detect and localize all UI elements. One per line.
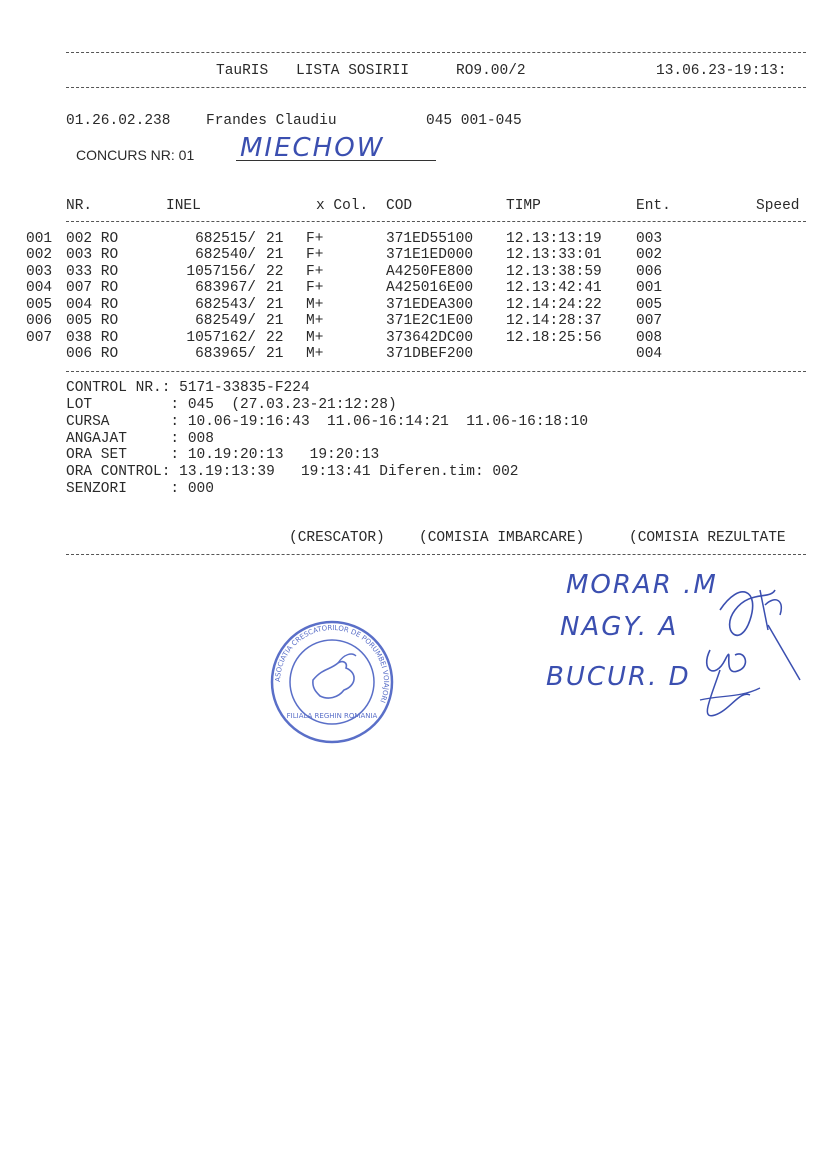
row-timp: 12.13:42:41: [506, 280, 602, 296]
row-cod: 373642DC00: [386, 330, 474, 346]
row-position: 001: [26, 231, 53, 247]
contest-place-handwritten: MIECHOW: [240, 133, 385, 163]
row-cod: A425016E00: [386, 280, 474, 296]
signature-name-morar: MORAR .M: [566, 570, 718, 600]
row-position: 006: [26, 313, 53, 329]
row-year: 21: [266, 280, 284, 296]
row-cod: 371EDEA300: [386, 297, 474, 313]
lot: LOT : 045 (27.03.23-21:12:28): [66, 397, 397, 413]
row-nr: 003 RO: [66, 247, 119, 263]
signature-label-comisia-rezultate: (COMISIA REZULTATE: [629, 530, 786, 546]
row-sex: F+: [306, 280, 324, 296]
ora-set: ORA SET : 10.19:20:13 19:20:13: [66, 447, 380, 463]
row-year: 22: [266, 330, 284, 346]
row-position: 002: [26, 247, 53, 263]
row-timp: 12.13:33:01: [506, 247, 602, 263]
row-position: 003: [26, 264, 53, 280]
row-nr: 004 RO: [66, 297, 119, 313]
row-year: 21: [266, 313, 284, 329]
col-inel-header: INEL: [166, 198, 201, 214]
row-ent: 002: [636, 247, 663, 263]
signature-name-bucur: BUCUR. D: [546, 662, 691, 692]
col-xcol-header: x Col.: [316, 198, 369, 214]
row-inel: 1057156/: [186, 264, 256, 280]
row-sex: F+: [306, 247, 324, 263]
header-bottom-rule: [66, 87, 806, 88]
participant-code: 01.26.02.238: [66, 113, 171, 129]
row-timp: 12.13:13:19: [506, 231, 602, 247]
control-nr: CONTROL NR.: 5171-33835-F224: [66, 380, 310, 396]
row-timp: 12.18:25:56: [506, 330, 602, 346]
row-timp: 12.14:24:22: [506, 297, 602, 313]
row-ent: 001: [636, 280, 663, 296]
row-nr: 007 RO: [66, 280, 119, 296]
row-year: 21: [266, 297, 284, 313]
row-cod: 371ED55100: [386, 231, 474, 247]
stamp-inner-text: FILIALA REGHIN ROMANIA: [286, 712, 378, 720]
row-ent: 008: [636, 330, 663, 346]
col-nr-header: NR.: [66, 198, 93, 214]
row-nr: 038 RO: [66, 330, 119, 346]
table-bottom-rule: [66, 371, 806, 372]
row-cod: A4250FE800: [386, 264, 474, 280]
row-sex: M+: [306, 346, 324, 362]
row-ent: 003: [636, 231, 663, 247]
version: RO9.00/2: [456, 63, 526, 79]
contest-underline: [236, 160, 436, 161]
report-title: LISTA SOSIRII: [296, 63, 410, 79]
angajat: ANGAJAT : 008: [66, 431, 214, 447]
row-ent: 006: [636, 264, 663, 280]
row-nr: 033 RO: [66, 264, 119, 280]
table-top-rule: [66, 221, 806, 222]
ora-control: ORA CONTROL: 13.19:13:39 19:13:41 Diferen.tim: 002: [66, 464, 519, 480]
row-inel: 683967/: [195, 280, 256, 296]
row-inel: 683965/: [195, 346, 256, 362]
row-sex: M+: [306, 330, 324, 346]
row-nr: 002 RO: [66, 231, 119, 247]
row-nr: 005 RO: [66, 313, 119, 329]
row-cod: 371DBEF200: [386, 346, 474, 362]
signature-name-nagy: NAGY. A: [560, 612, 679, 642]
row-nr: 006 RO: [66, 346, 119, 362]
contest-label: CONCURS NR: 01: [76, 147, 195, 163]
row-year: 21: [266, 231, 284, 247]
stamp-outer-text: ASOCIATIA CRESCATORILOR DE PORUMBEI VOIAJORI: [273, 623, 391, 704]
row-year: 22: [266, 264, 284, 280]
signature-label-crescator: (CRESCATOR): [289, 530, 385, 546]
col-ent-header: Ent.: [636, 198, 671, 214]
row-ent: 004: [636, 346, 663, 362]
row-timp: 12.13:38:59: [506, 264, 602, 280]
row-inel: 1057162/: [186, 330, 256, 346]
row-cod: 371E1ED000: [386, 247, 474, 263]
row-sex: F+: [306, 264, 324, 280]
signature-scribbles: [680, 570, 810, 730]
row-year: 21: [266, 346, 284, 362]
row-year: 21: [266, 247, 284, 263]
row-sex: M+: [306, 297, 324, 313]
row-position: 004: [26, 280, 53, 296]
row-inel: 682515/: [195, 231, 256, 247]
row-inel: 682540/: [195, 247, 256, 263]
header-top-rule: [66, 52, 806, 53]
row-sex: F+: [306, 231, 324, 247]
senzori: SENZORI : 000: [66, 481, 214, 497]
row-ent: 007: [636, 313, 663, 329]
row-sex: M+: [306, 313, 324, 329]
row-position: 007: [26, 330, 53, 346]
cursa: CURSA : 10.06-19:16:43 11.06-16:14:21 11.06-16:18:10: [66, 414, 589, 430]
signature-rule: [66, 554, 806, 555]
row-timp: 12.14:28:37: [506, 313, 602, 329]
row-position: 005: [26, 297, 53, 313]
row-ent: 005: [636, 297, 663, 313]
participant-counts: 045 001-045: [426, 113, 522, 129]
app-name: TauRIS: [216, 63, 269, 79]
association-stamp: [268, 618, 396, 746]
col-timp-header: TIMP: [506, 198, 541, 214]
participant-name: Frandes Claudiu: [206, 113, 337, 129]
row-inel: 682543/: [195, 297, 256, 313]
col-cod-header: COD: [386, 198, 413, 214]
row-cod: 371E2C1E00: [386, 313, 474, 329]
row-inel: 682549/: [195, 313, 256, 329]
signature-label-comisia-imbarcare: (COMISIA IMBARCARE): [419, 530, 585, 546]
col-speed-header: Speed: [756, 198, 800, 214]
report-datetime: 13.06.23-19:13:: [656, 63, 787, 79]
